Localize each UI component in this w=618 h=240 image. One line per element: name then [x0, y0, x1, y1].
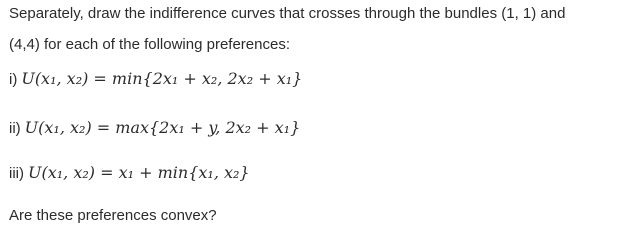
item-label: ii) — [9, 120, 21, 137]
utility-formula: U(x₁, x₂) = x₁ + min{x₁, x₂} — [28, 163, 250, 182]
item-label: iii) — [9, 165, 24, 182]
item-label: i) — [9, 71, 18, 88]
preference-item-2 — [9, 119, 300, 138]
preference-item-1 — [9, 70, 302, 89]
utility-formula: U(x₁, x₂) = min{2x₁ + x₂, 2x₂ + x₁} — [21, 69, 303, 88]
utility-formula: U(x₁, x₂) = max{2x₁ + y, 2x₂ + x₁} — [24, 118, 301, 137]
preference-item-3 — [9, 164, 250, 183]
question-closing: Are these preferences convex? — [9, 207, 217, 224]
question-intro-line-1: Separately, draw the indifference curves that crosses through the bundles (1, 1) and — [9, 5, 566, 22]
question-intro-line-2: (4,4) for each of the following preferences: — [9, 36, 290, 53]
